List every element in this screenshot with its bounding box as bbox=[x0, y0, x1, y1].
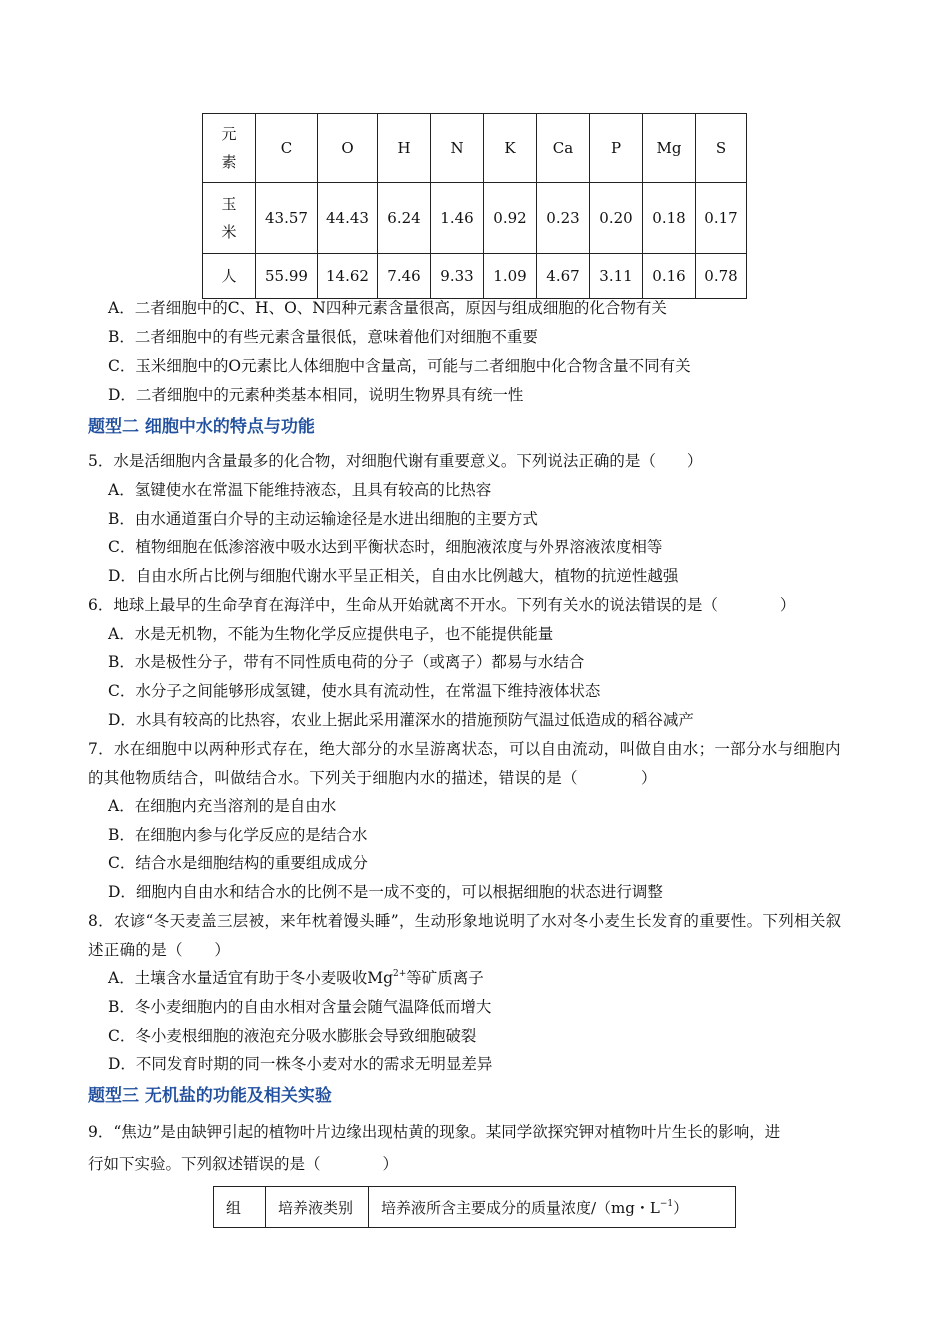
table-cell: 9.33 bbox=[431, 254, 484, 299]
table-cell bbox=[369, 1187, 736, 1228]
q8-option-a-suffix: 等矿质离子 bbox=[406, 969, 484, 987]
q5-option-a: A．氢键使水在常温下能维持液态，且具有较高的比热容 bbox=[108, 481, 492, 499]
table-cell: P bbox=[590, 114, 643, 183]
table-cell: 44.43 bbox=[318, 183, 378, 254]
table-cell: 0.20 bbox=[590, 183, 643, 254]
q8-option-b: B．冬小麦细胞内的自由水相对含量会随气温降低而增大 bbox=[108, 998, 492, 1016]
table-cell: 14.62 bbox=[318, 254, 378, 299]
q6-stem: 6．地球上最早的生命孕育在海洋中，生命从开始就离不开水。下列有关水的说法错误的是（ ） bbox=[88, 596, 796, 614]
table-cell: 43.57 bbox=[256, 183, 318, 254]
q6-option-d: D．水具有较高的比热容，农业上据此采用灌深水的措施预防气温过低造成的稻谷减产 bbox=[108, 711, 694, 729]
q5-stem: 5．水是活细胞内含量最多的化合物，对细胞代谢有重要意义。下列说法正确的是（ ） bbox=[88, 452, 703, 470]
table-cell: 0.23 bbox=[537, 183, 590, 254]
table-row bbox=[203, 183, 747, 254]
table-cell: 7.46 bbox=[378, 254, 431, 299]
q7-option-b: B．在细胞内参与化学反应的是结合水 bbox=[108, 826, 368, 844]
emphasized-word: · · 错误 bbox=[243, 1155, 274, 1173]
q7-option-a: A．在细胞内充当溶剂的是自由水 bbox=[108, 797, 337, 815]
q8-option-c: C．冬小麦根细胞的液泡充分吸水膨胀会导致细胞破裂 bbox=[108, 1027, 477, 1045]
section-title-2: 题型二 细胞中水的特点与功能 bbox=[88, 417, 315, 437]
table-cell: S bbox=[696, 114, 747, 183]
table-cell: 0.17 bbox=[696, 183, 747, 254]
table-cell: O bbox=[318, 114, 378, 183]
q6-option-a: A．水是无机物，不能为生物化学反应提供电子，也不能提供能量 bbox=[108, 625, 554, 643]
table-cell: 0.92 bbox=[484, 183, 537, 254]
q5-option-d: D．自由水所占比例与细胞代谢水平呈正相关，自由水比例越大，植物的抗逆性越强 bbox=[108, 567, 679, 585]
table-cell: 0.16 bbox=[643, 254, 696, 299]
q4-option-b: B．二者细胞中的有些元素含量很低，意味着他们对细胞不重要 bbox=[108, 328, 538, 346]
table-cell: 1.09 bbox=[484, 254, 537, 299]
table-cell: K bbox=[484, 114, 537, 183]
q7-option-d: D．细胞内自由水和结合水的比例不是一成不变的，可以根据细胞的状态进行调整 bbox=[108, 883, 663, 901]
table-cell: 1.46 bbox=[431, 183, 484, 254]
table-cell: 0.18 bbox=[643, 183, 696, 254]
q5-option-b: B．由水通道蛋白介导的主动运输途径是水进出细胞的主要方式 bbox=[108, 510, 538, 528]
table-cell: 55.99 bbox=[256, 254, 318, 299]
section-title-3: 题型三 无机盐的功能及相关实验 bbox=[88, 1086, 332, 1106]
table-cell: 培养液类别 bbox=[266, 1187, 369, 1228]
q8-stem: 8．农谚“冬天麦盖三层被，来年枕着馒头睡”，生动形象地说明了水对冬小麦生长发育的重要性。下列相关叙述正确的是（ ） bbox=[88, 912, 842, 959]
unit-exponent: −1 bbox=[659, 1198, 674, 1209]
q9-stem-text: 行如下实验。下列叙述 bbox=[88, 1155, 244, 1173]
table-cell: Ca bbox=[537, 114, 590, 183]
table-cell: 4.67 bbox=[537, 254, 590, 299]
q8-option-a bbox=[108, 966, 484, 990]
element-content-table bbox=[202, 113, 747, 299]
table-cell: H bbox=[378, 114, 431, 183]
q9-stem-suffix: 的是（ ） bbox=[274, 1155, 399, 1173]
row-label: 人 bbox=[203, 254, 256, 299]
table-cell: 3.11 bbox=[590, 254, 643, 299]
q4-option-d: D．二者细胞中的元素种类基本相同，说明生物界具有统一性 bbox=[108, 386, 524, 404]
q7-option-c: C．结合水是细胞结构的重要组成成分 bbox=[108, 854, 368, 872]
column-header-text: 培养液所含主要成分的质量浓度/（mg・L bbox=[381, 1198, 660, 1217]
ion-charge: 2+ bbox=[393, 969, 407, 979]
q8-option-d: D．不同发育时期的同一株冬小麦对水的需求无明显差异 bbox=[108, 1055, 493, 1073]
table-cell: 6.24 bbox=[378, 183, 431, 254]
q4-option-a: A．二者细胞中的C、H、O、N四种元素含量很高，原因与组成细胞的化合物有关 bbox=[108, 299, 667, 317]
table-header-row bbox=[203, 114, 747, 183]
table-cell: C bbox=[256, 114, 318, 183]
table-header-label: 元素 bbox=[221, 125, 237, 171]
q7-stem: 7．水在细胞中以两种形式存在，绝大部分的水呈游离状态，可以自由流动，叫做自由水；一部分水与细胞内的其他物质结合，叫做结合水。下列关于细胞内水的描述，错误的是（ ） bbox=[88, 740, 841, 787]
q5-option-c: C．植物细胞在低渗溶液中吸水达到平衡状态时，细胞液浓度与外界溶液浓度相等 bbox=[108, 538, 663, 556]
table-header-row bbox=[214, 1187, 736, 1228]
table-row bbox=[203, 254, 747, 299]
q9-stem-line1: 9．“焦边”是由缺钾引起的植物叶片边缘出现枯黄的现象。某同学欲探究钾对植物叶片生长的影响，进 bbox=[88, 1123, 781, 1141]
q9-stem-line2 bbox=[88, 1152, 398, 1176]
q4-option-c: C．玉米细胞中的O元素比人体细胞中含量高，可能与二者细胞中化合物含量不同有关 bbox=[108, 357, 691, 375]
table-cell: 组 bbox=[214, 1187, 266, 1228]
table-cell: N bbox=[431, 114, 484, 183]
table-cell: 0.78 bbox=[696, 254, 747, 299]
table-cell: Mg bbox=[643, 114, 696, 183]
q6-option-b: B．水是极性分子，带有不同性质电荷的分子（或离子）都易与水结合 bbox=[108, 653, 585, 671]
q8-option-a-text: A．土壤含水量适宜有助于冬小麦吸收Mg bbox=[108, 969, 393, 987]
q6-option-c: C．水分子之间能够形成氢键，使水具有流动性，在常温下维持液体状态 bbox=[108, 682, 601, 700]
culture-solution-table bbox=[213, 1186, 736, 1228]
row-label: 玉米 bbox=[221, 195, 237, 241]
column-header-suffix: ） bbox=[673, 1198, 689, 1217]
